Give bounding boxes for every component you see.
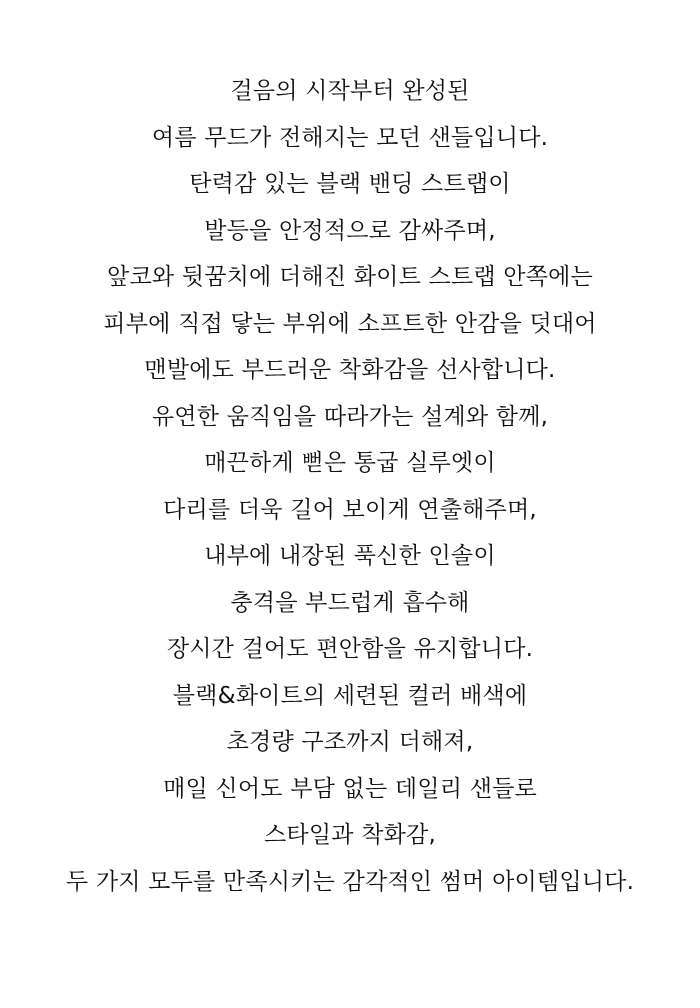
description-line: 초경량 구조까지 더해져, (226, 729, 474, 755)
description-line: 스타일과 착화감, (264, 822, 436, 848)
description-line: 발등을 안정적으로 감싸주며, (204, 217, 496, 244)
description-line: 앞코와 뒷꿈치에 더해진 화이트 스트랩 안쪽에는 (107, 264, 593, 290)
description-line: 블랙&화이트의 세련된 컬러 배색에 (172, 682, 528, 709)
description-line: 걸음의 시작부터 완성된 (230, 78, 470, 104)
product-description (0, 68, 700, 905)
description-line: 유연한 움직임을 따라가는 설계와 함께, (151, 403, 549, 430)
description-line: 장시간 걸어도 편안함을 유지합니다. (166, 636, 534, 662)
description-line: 매끈하게 뻗은 통굽 실루엣이 (204, 450, 496, 476)
description-line: 다리를 더욱 길어 보이게 연출해주며, (163, 496, 537, 523)
description-line: 내부에 내장된 푹신한 인솔이 (204, 543, 496, 569)
description-line: 맨발에도 부드러운 착화감을 선사합니다. (144, 357, 556, 383)
description-line: 탄력감 있는 블랙 밴딩 스트랩이 (189, 171, 511, 197)
description-line: 충격을 부드럽게 흡수해 (230, 589, 470, 616)
description-line: 두 가지 모두를 만족시키는 감각적인 썸머 아이템입니다. (65, 868, 635, 895)
description-line: 여름 무드가 전해지는 모던 샌들입니다. (151, 124, 549, 151)
description-line: 매일 신어도 부담 없는 데일리 샌들로 (163, 775, 537, 802)
description-line: 피부에 직접 닿는 부위에 소프트한 안감을 덧대어 (103, 310, 597, 337)
